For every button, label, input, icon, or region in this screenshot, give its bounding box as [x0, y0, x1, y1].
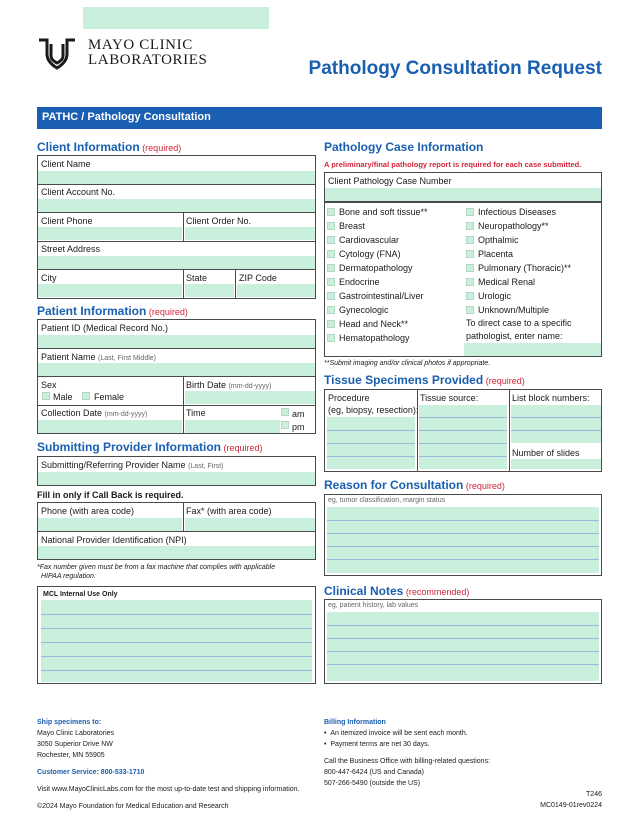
case-type-label: Placenta	[478, 249, 514, 259]
patient-name-hint: (Last, First Middle)	[98, 355, 157, 362]
case-number-field[interactable]	[325, 188, 601, 201]
ship-line: Rochester, MN 55905	[37, 752, 105, 759]
pm-checkbox[interactable]	[281, 421, 289, 429]
patient-name-field[interactable]	[38, 363, 315, 376]
case-type-checkbox[interactable]	[466, 250, 474, 258]
patient-info-box	[37, 319, 316, 434]
case-footnote: **Submit imaging and/or clinical photos if appropriate.	[324, 360, 491, 367]
client-phone-label: Client Phone	[41, 216, 93, 226]
patient-info-title: Patient Information	[37, 304, 147, 318]
provider-info-heading	[37, 440, 263, 454]
reason-field[interactable]	[327, 507, 599, 573]
copyright: ©2024 Mayo Foundation for Medical Education and Research	[37, 803, 229, 810]
pathologist-name-field[interactable]	[464, 343, 601, 356]
case-type-checkbox[interactable]	[327, 222, 335, 230]
procedure-line-1: Procedure	[328, 393, 370, 403]
case-type-label: Cytology (FNA)	[339, 249, 401, 259]
ship-heading: Ship specimens to:	[37, 719, 102, 726]
fax-note-line-2: HIPAA regulation.	[41, 573, 96, 580]
case-types-box	[324, 202, 602, 357]
time-label: Time	[186, 408, 206, 418]
case-type-label: Dermatopathology	[339, 263, 413, 273]
reason-box	[324, 494, 602, 576]
patient-name-label	[41, 352, 156, 362]
case-type-label: Gastrointestinal/Liver	[339, 291, 424, 301]
provider-name-hint: (Last, First)	[188, 463, 224, 470]
account-no-field[interactable]	[38, 199, 315, 212]
collection-date-field[interactable]	[38, 420, 182, 433]
form-code-1: T246	[586, 791, 602, 798]
reason-heading	[324, 478, 505, 492]
notes-title: Clinical Notes	[324, 584, 404, 598]
case-type-label: Head and Neck**	[339, 319, 409, 329]
state-label: State	[186, 273, 208, 283]
account-no-label: Client Account No.	[41, 187, 116, 197]
fax-note-line-1: *Fax number given must be from a fax machine that complies with applicable	[37, 564, 276, 571]
patient-id-label: Patient ID (Medical Record No.)	[41, 323, 169, 333]
internal-use-label: MCL Internal Use Only	[43, 591, 118, 598]
case-type-checkbox[interactable]	[327, 306, 335, 314]
case-type-checkbox[interactable]	[466, 306, 474, 314]
org-name	[88, 38, 207, 68]
tissue-box	[324, 389, 602, 472]
case-type-label: Hematopathology	[339, 333, 410, 343]
street-field[interactable]	[38, 256, 315, 269]
case-type-label: Breast	[339, 221, 366, 231]
collection-date-hint: (mm-dd-yyyy)	[104, 411, 148, 418]
mayo-logo-icon	[37, 38, 77, 72]
billing-call: Call the Business Office with billing-related questions:	[324, 758, 491, 765]
provider-name-field[interactable]	[38, 472, 315, 485]
patient-info-heading	[37, 304, 188, 318]
visit-text: Visit www.MayoClinicLabs.com for the most up-to-date test and shipping information.	[37, 786, 300, 793]
fax-field[interactable]	[185, 518, 315, 531]
phone-field[interactable]	[38, 518, 182, 531]
required-tag: (required)	[485, 376, 525, 386]
notes-field[interactable]	[327, 612, 599, 681]
case-type-checkbox[interactable]	[327, 320, 335, 328]
callback-note: Fill in only if Call Back is required.	[37, 490, 184, 500]
client-info-heading	[37, 140, 181, 154]
female-checkbox[interactable]	[82, 392, 90, 400]
case-info-heading: Pathology Case Information	[324, 140, 484, 154]
shipping-info	[37, 717, 300, 812]
client-phone-field[interactable]	[38, 227, 182, 240]
case-type-label: Infectious Diseases	[478, 207, 557, 217]
city-field[interactable]	[38, 284, 182, 297]
tissue-source-label: Tissue source:	[420, 393, 479, 403]
required-tag: (required)	[142, 143, 182, 153]
birth-date-text: Birth Date	[186, 380, 227, 390]
am-checkbox[interactable]	[281, 408, 289, 416]
male-checkbox[interactable]	[42, 392, 50, 400]
block-numbers-field[interactable]	[511, 405, 601, 443]
billing-bullet-text: An itemized invoice will be sent each month.	[330, 730, 468, 737]
procedure-line-2: (eg, biopsy, resection):	[328, 405, 419, 415]
case-type-label: Endocrine	[339, 277, 380, 287]
form-codes	[500, 789, 602, 811]
case-type-label: Cardiovascular	[339, 235, 400, 245]
billing-heading: Billing Information	[324, 719, 386, 726]
street-label: Street Address	[41, 244, 101, 254]
block-numbers-label: List block numbers:	[512, 393, 590, 403]
case-type-label: Medical Renal	[478, 277, 536, 287]
provider-name-text: Submitting/Referring Provider Name	[41, 460, 186, 470]
tissue-heading	[324, 373, 525, 387]
customer-service: Customer Service: 800-533-1710	[37, 769, 145, 776]
npi-field[interactable]	[38, 546, 315, 559]
org-line-1: MAYO CLINIC	[88, 37, 193, 53]
internal-use-box	[37, 586, 316, 684]
notes-box	[324, 599, 602, 684]
case-type-checkbox[interactable]	[327, 292, 335, 300]
required-tag: (required)	[223, 443, 263, 453]
provider-name-box	[37, 456, 316, 486]
notes-hint: eg, patient history, lab values	[328, 602, 419, 609]
male-label: Male	[53, 392, 73, 402]
case-type-checkbox[interactable]	[327, 334, 335, 342]
case-type-label: Neuropathology**	[478, 221, 549, 231]
case-type-checkbox[interactable]	[327, 250, 335, 258]
zip-label: ZIP Code	[239, 273, 277, 283]
billing-phone: 800-447-6424 (US and Canada)	[324, 769, 425, 776]
case-type-label: Urologic	[478, 291, 512, 301]
case-type-checkbox[interactable]	[466, 278, 474, 286]
direct-case-line-2: pathologist, enter name:	[466, 331, 563, 341]
case-type-label: Gynecologic	[339, 305, 389, 315]
time-field[interactable]	[185, 420, 280, 433]
client-info-box	[37, 155, 316, 299]
slides-field[interactable]	[511, 459, 601, 469]
order-no-label: Client Order No.	[186, 216, 252, 226]
billing-bullet: • Payment terms are net 30 days.	[324, 741, 430, 748]
provider-name-label	[41, 460, 223, 470]
collection-date-label	[41, 408, 147, 418]
case-number-box	[324, 172, 602, 202]
case-notice: A preliminary/final pathology report is required for each case submitted.	[324, 160, 582, 169]
required-tag: (required)	[148, 307, 188, 317]
page-title: Pathology Consultation Request	[308, 58, 602, 79]
birth-date-label	[186, 380, 271, 390]
client-name-label: Client Name	[41, 159, 91, 169]
billing-bullet-text: Payment terms are net 30 days.	[330, 741, 430, 748]
tissue-title: Tissue Specimens Provided	[324, 373, 484, 387]
case-type-checkbox[interactable]	[466, 208, 474, 216]
collection-date-text: Collection Date	[41, 408, 103, 418]
state-field[interactable]	[185, 284, 234, 297]
patient-id-field[interactable]	[38, 335, 315, 348]
case-type-checkbox[interactable]	[327, 208, 335, 216]
provider-info-title: Submitting Provider Information	[37, 440, 222, 454]
tissue-source-field[interactable]	[419, 405, 507, 469]
reason-hint: eg, tumor classification, margin status	[328, 497, 446, 504]
case-type-checkbox[interactable]	[466, 264, 474, 272]
case-type-checkbox[interactable]	[466, 222, 474, 230]
patient-name-text: Patient Name	[41, 352, 96, 362]
recommended-tag: (recommended)	[405, 587, 470, 597]
billing-bullet: • An itemized invoice will be sent each month.	[324, 730, 468, 737]
ship-line: Mayo Clinic Laboratories	[37, 730, 115, 737]
case-type-checkbox[interactable]	[327, 278, 335, 286]
female-label: Female	[94, 392, 125, 402]
am-label: am	[292, 409, 305, 419]
slides-label: Number of slides	[512, 448, 580, 458]
top-barcode-field[interactable]	[83, 7, 269, 29]
ship-line: 3050 Superior Drive NW	[37, 741, 113, 748]
order-no-field[interactable]	[185, 227, 315, 240]
case-type-label: Pulmonary (Thoracic)**	[478, 263, 572, 273]
case-type-checkbox[interactable]	[466, 292, 474, 300]
callback-box	[37, 502, 316, 560]
banner-text: PATHC / Pathology Consultation	[42, 111, 211, 123]
birth-date-hint: (mm-dd-yyyy)	[228, 383, 272, 390]
required-tag: (required)	[465, 481, 505, 491]
fax-footnote	[37, 563, 275, 581]
sex-label: Sex	[41, 380, 57, 390]
client-info-title: Client Information	[37, 140, 140, 154]
case-type-label: Unknown/Multiple	[478, 305, 550, 315]
case-type-label: Opthalmic	[478, 235, 519, 245]
case-type-checkbox[interactable]	[327, 236, 335, 244]
billing-info	[324, 717, 490, 789]
case-type-checkbox[interactable]	[327, 264, 335, 272]
form-banner	[37, 107, 602, 129]
fax-label: Fax* (with area code)	[186, 506, 272, 516]
zip-field[interactable]	[237, 284, 315, 297]
direct-case-line-1: To direct case to a specific	[466, 318, 572, 328]
client-name-field[interactable]	[38, 171, 315, 184]
case-type-checkbox[interactable]	[466, 236, 474, 244]
birth-date-field[interactable]	[185, 391, 315, 404]
case-type-label: Bone and soft tissue**	[339, 207, 428, 217]
city-label: City	[41, 273, 57, 283]
notes-heading	[324, 584, 469, 598]
reason-title: Reason for Consultation	[324, 478, 464, 492]
billing-phone: 507-266-5490 (outside the US)	[324, 780, 421, 787]
pm-label: pm	[292, 422, 305, 432]
phone-label: Phone (with area code)	[41, 506, 135, 516]
case-number-label: Client Pathology Case Number	[328, 176, 452, 186]
org-line-2: LABORATORIES	[88, 52, 208, 68]
npi-label: National Provider Identification (NPI)	[41, 535, 187, 545]
form-code-2: MC0149-01rev0224	[540, 802, 602, 809]
